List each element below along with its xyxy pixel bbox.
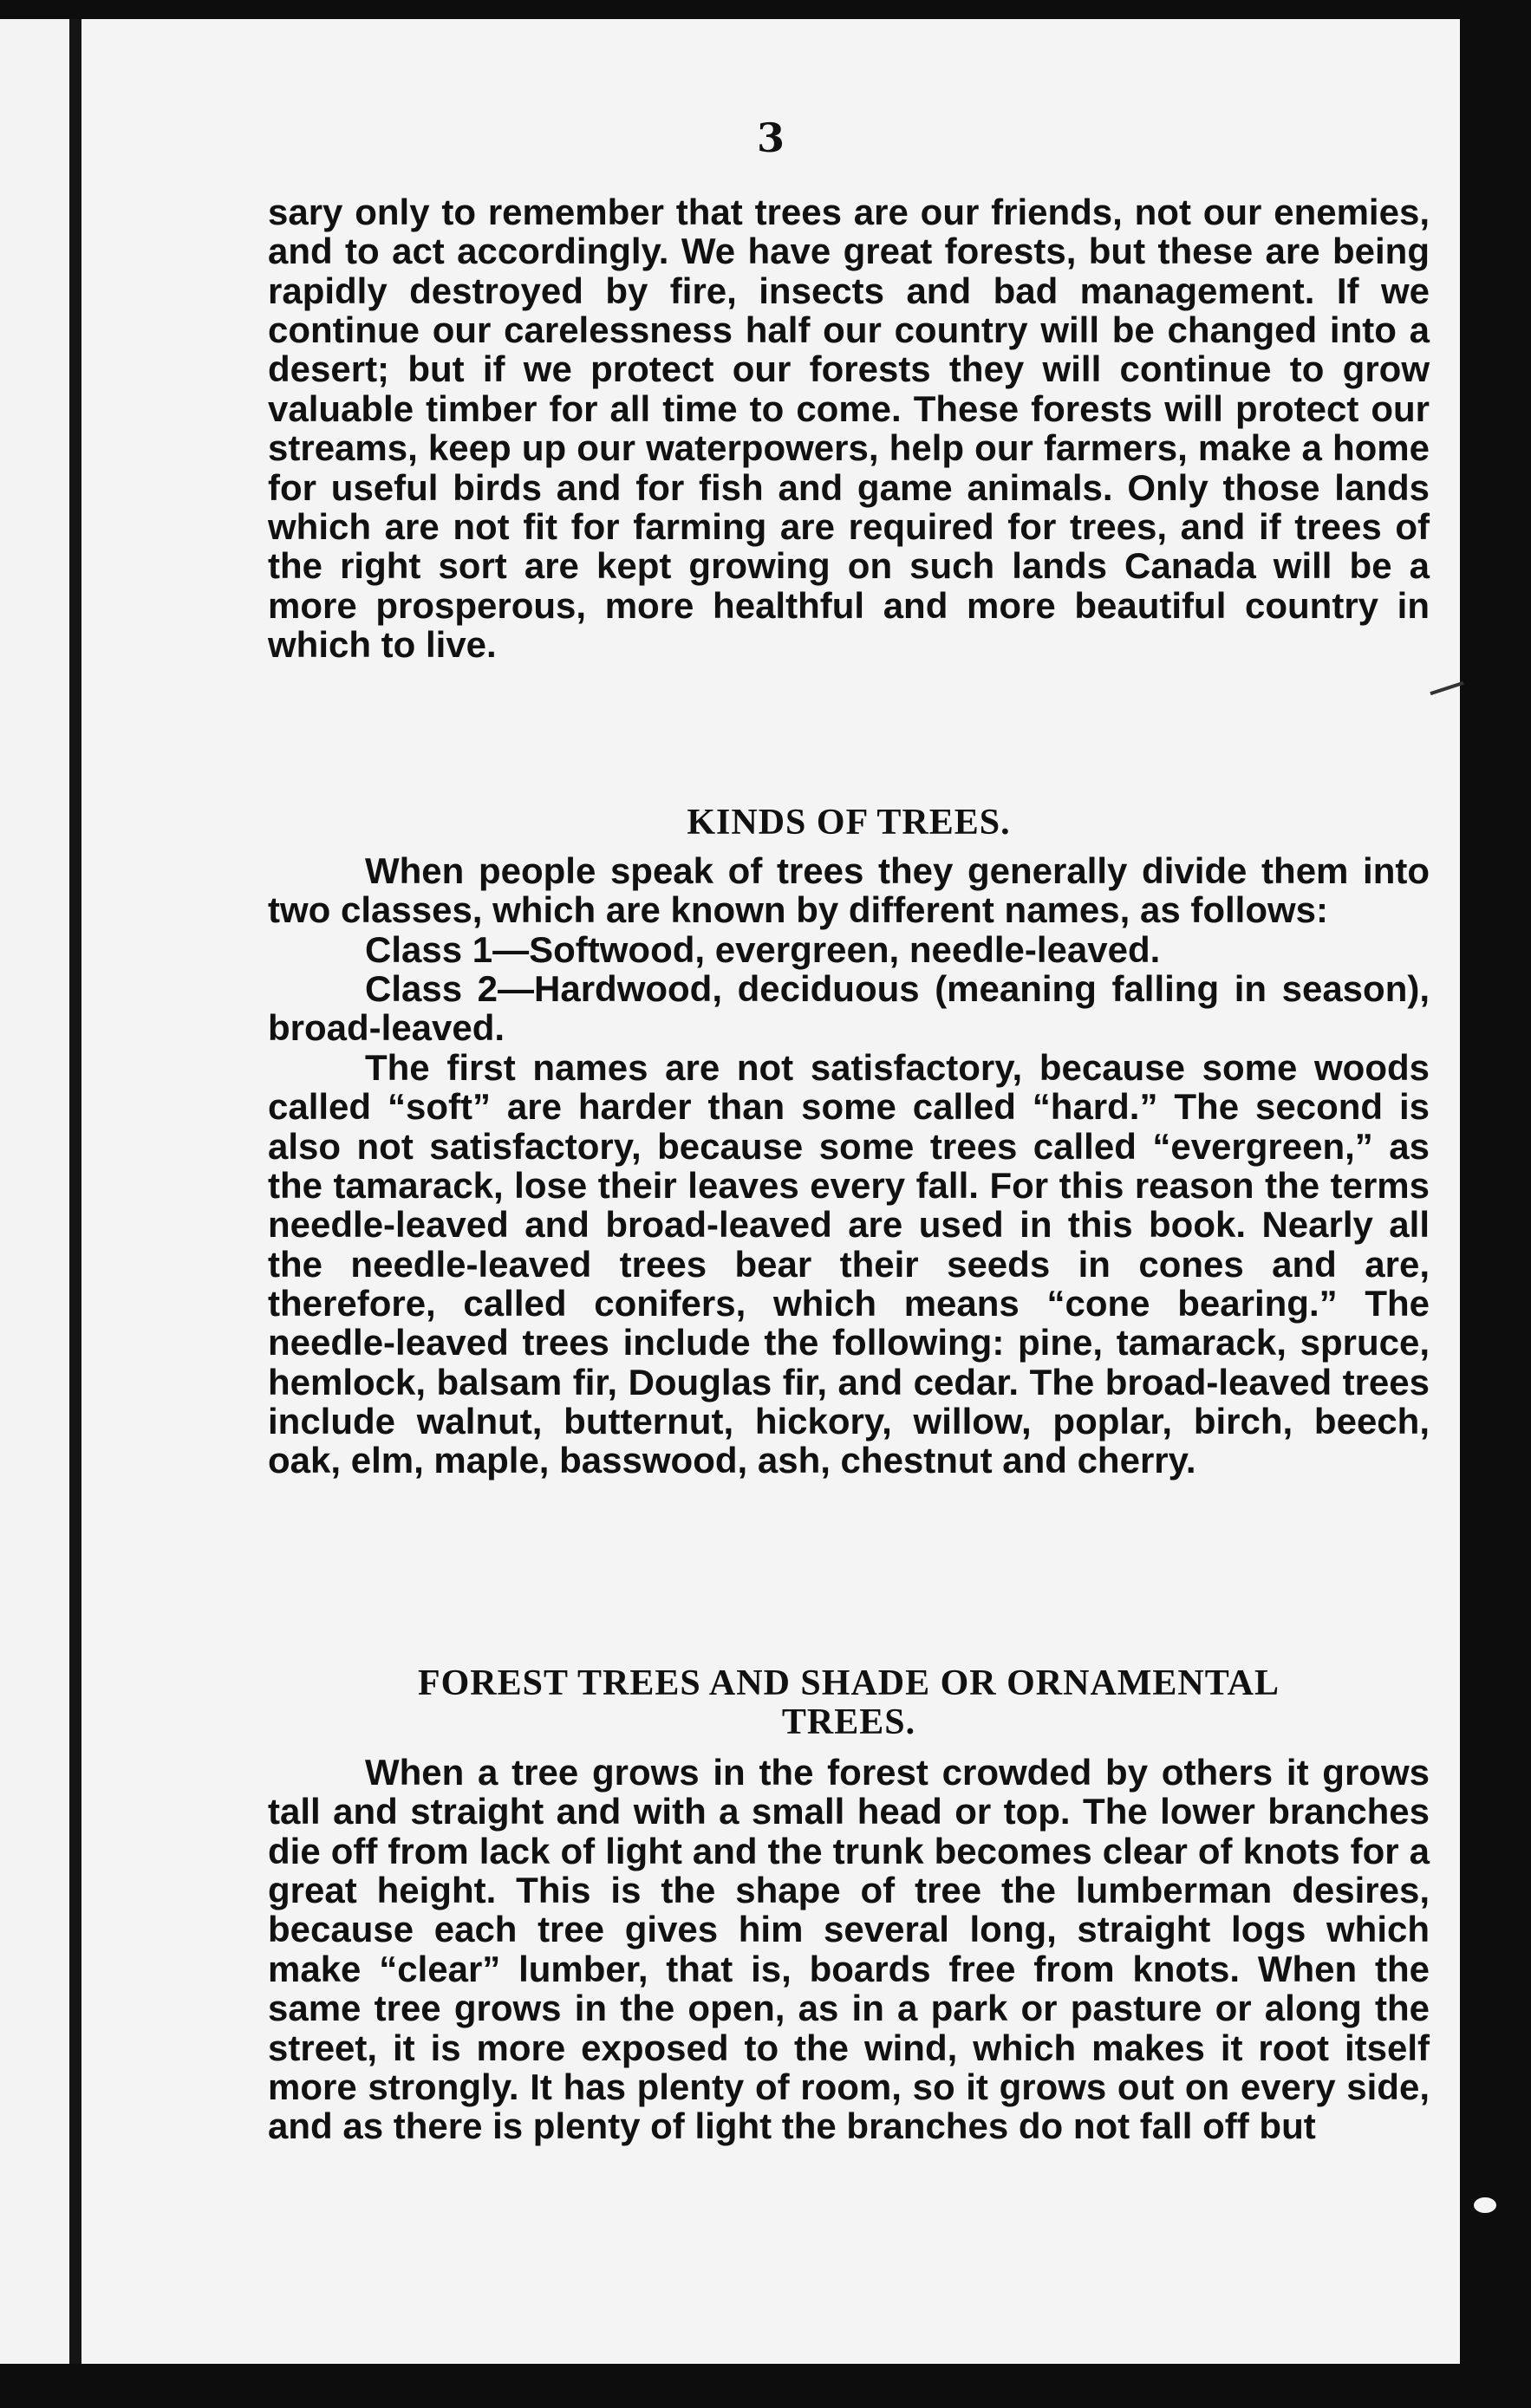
section-heading-forest-trees xyxy=(255,1664,1443,1743)
forest-heading-line-1: FOREST TREES AND SHADE OR ORNAMENTAL xyxy=(417,1663,1280,1703)
section-heading-kinds-of-trees: KINDS OF TREES. xyxy=(687,803,1011,843)
document-page xyxy=(81,19,1460,2364)
page-number: 3 xyxy=(756,114,785,161)
kinds-paragraph-1: When people speak of trees they generally divide them into two classes, which are known by different names, as follows: xyxy=(268,850,1430,931)
kinds-paragraph-2: The first names are not satisfactory, because some woods called “soft” are harder than some called “hard.” The second is also not satisfactory, because some trees called “evergreen,” as the tamarack, lose their leaves every fall. For this reason the terms needle-leaved and broad-leaved are used in this book. Nearly all the needle-leaved trees bear their seeds in cones and are, therefore, called conifers, which means “cone bearing.” The needle-leaved trees include the following: pine, tamarack, spruce, hemlock, balsam fir, Douglas fir, and cedar. The broad-leaved trees include walnut, butternut, hickory, willow, poplar, birch, beech, oak, elm, maple, basswood, ash, chestnut and cherry. xyxy=(268,1046,1430,1481)
class-2-line: Class 2—Hardwood, deciduous (meaning falling in season), broad-leaved. xyxy=(268,968,1430,1049)
binding-gutter xyxy=(69,19,81,2364)
forest-heading-line-2: TREES. xyxy=(781,1702,916,1743)
intro-paragraph: sary only to remember that trees are our friends, not our enemies, and to act accordingly. We have great forests, but these are being rapidly destroyed by fire, insects and bad management. If we continue our carelessness half our country will be changed into a desert; but if we protect our forests they will continue to grow valuable timber for all time to come. These forests will protect our streams, keep up our waterpowers, help our farmers, make a home for useful birds and for fish and game animals. Only those lands which are not fit for farming are required for trees, and if trees of the right sort are kept growing on such lands Canada will be a more prosperous, more healthful and more beautiful country in which to live. xyxy=(268,192,1430,665)
intro-text-block xyxy=(268,192,1430,664)
kinds-of-trees-text-block xyxy=(268,851,1430,1481)
facing-page-edge xyxy=(0,19,69,2364)
forest-paragraph-1: When a tree grows in the forest crowded by others it grows tall and straight and with a small head or top. The lower branches die off from lack of light and the trunk becomes clear of knots for a great height. This is the shape of tree the lumberman desires, because each tree gives him several long, straight logs which make “clear” lumber, that is, boards free from knots. When the same tree grows in the open, as in a park or pasture or along the street, it is more exposed to the wind, which makes it root itself more strongly. It has plenty of room, so it grows out on every side, and as there is plenty of light the branches do not fall off but xyxy=(268,1752,1430,2147)
page-edge-blot xyxy=(1474,2197,1496,2213)
stray-pen-mark xyxy=(1430,681,1463,695)
class-1-line: Class 1—Softwood, evergreen, needle-leaved. xyxy=(365,928,1161,970)
forest-trees-text-block xyxy=(268,1753,1430,2146)
